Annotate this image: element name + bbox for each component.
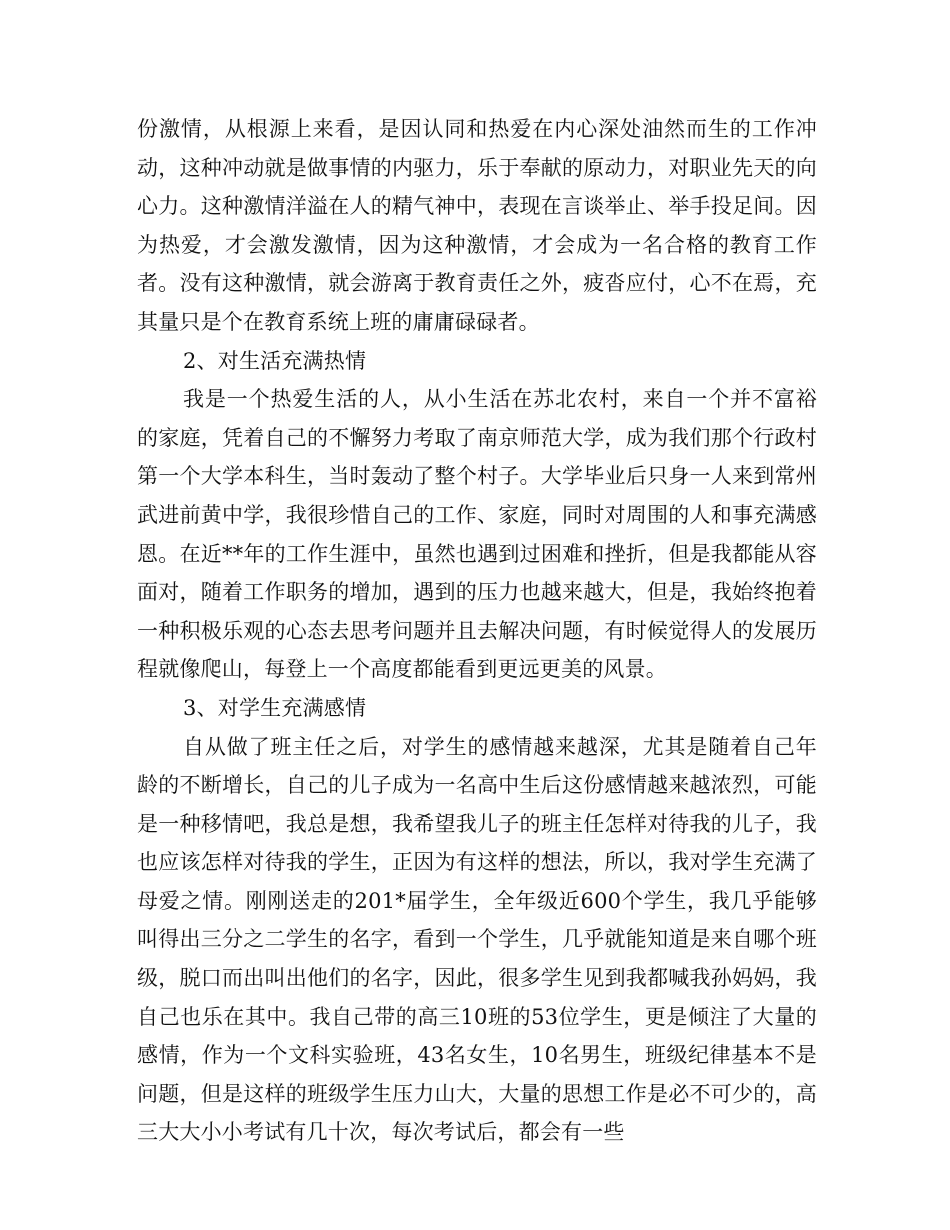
section-heading-life: 2、对生活充满热情	[183, 348, 367, 373]
paragraph-students: 自从做了班主任之后，对学生的感情越来越深，尤其是随着自己年龄的不断增长，自己的儿子成为一名高中生后这份感情越来越浓烈，可能是一种移情吧，我总是想，我希望我儿子的班主任怎样对待我的儿子，我也应该怎样对待我的学生，正因为有这样的想法，所以，我对学生充满了母爱之情。刚刚送走的201*届学生，全年级近600个学生，我几乎能够叫得出三分之二学生的名字，看到一个学生，几乎就能知道是来自哪个班级，脱口而出叫出他们的名字，因此，很多学生见到我都喊我孙妈妈，我自己也乐在其中。我自己带的高三10班的53位学生，更是倾注了大量的感情，作为一个文科实验班，43名女生，10名男生，班级纪律基本不是问题，但是这样的班级学生压力山大，大量的思想工作是必不可少的，高三大大小小考试有几十次，每次考试后，都会有一些	[137, 734, 817, 1145]
paragraph-life: 我是一个热爱生活的人，从小生活在苏北农村，来自一个并不富裕的家庭，凭着自己的不懈努力考取了南京师范大学，成为我们那个行政村第一个大学本科生，当时轰动了整个村子。大学毕业后只身一人来到常州武进前黄中学，我很珍惜自己的工作、家庭，同时对周围的人和事充满感恩。在近**年的工作生涯中，虽然也遇到过困难和挫折，但是我都能从容面对，随着工作职务的增加，遇到的压力也越来越大，但是，我始终抱着一种积极乐观的心态去思考问题并且去解决问题，有时候觉得人的发展历程就像爬山，每登上一个高度都能看到更远更美的风景。	[137, 387, 817, 682]
section-heading-students: 3、对学生充满感情	[183, 695, 367, 720]
paragraph-passion-continued: 份激情，从根源上来看，是因认同和热爱在内心深处油然而生的工作冲动，这种冲动就是做事情的内驱力，乐于奉献的原动力，对职业先天的向心力。这种激情洋溢在人的精气神中，表现在言谈举止、举手投足间。因为热爱，才会激发激情，因为这种激情，才会成为一名合格的教育工作者。没有这种激情，就会游离于教育责任之外，疲沓应付，心不在焉，充其量只是个在教育系统上班的庸庸碌碌者。	[137, 117, 817, 334]
document-body	[137, 110, 817, 1152]
